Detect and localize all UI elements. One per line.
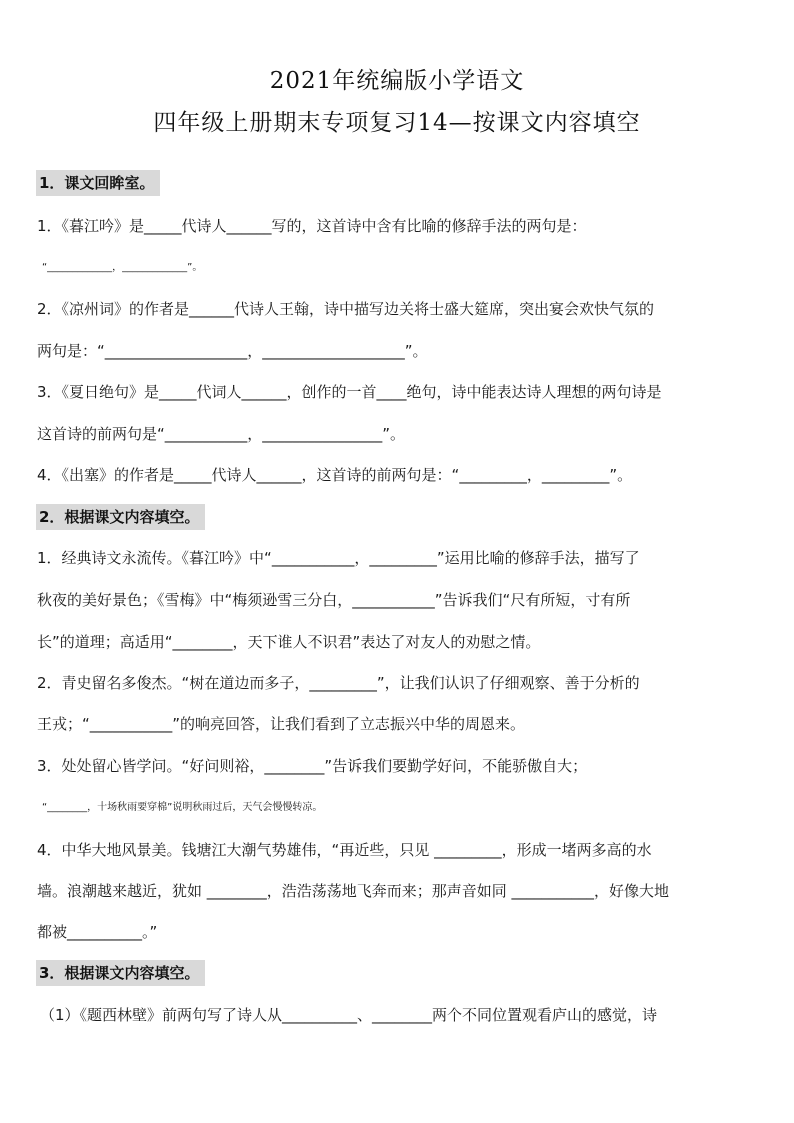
section-1-header: 1．课文回眸室。: [36, 170, 160, 196]
section-2-line-8: 4．中华大地风景美。钱塘江大潮气势雄伟，“再近些，只见 _________，形成一堵两多高的水: [37, 841, 652, 859]
section-2-line-2: 秋夜的美好景色；《雪梅》中“梅须逊雪三分白，___________”告诉我们“尺有所短，寸有所: [37, 591, 631, 609]
section-1-line-4: 两句是：“___________________，___________________”。: [37, 342, 428, 360]
section-2-line-1: 1．经典诗文永流传。《暮江吟》中“___________，_________”运用比喻的修辞手法，描写了: [37, 549, 640, 567]
section-2-line-10: 都被__________。”: [37, 923, 158, 941]
section-2-line-5: 王戎；“___________”的响亮回答，让我们看到了立志振兴中华的周恩来。: [37, 715, 526, 733]
section-2-line-6: 3．处处留心皆学问。“好问则裕，________”告诉我们要勤学好问，不能骄傲自大；: [37, 757, 588, 775]
section-1-line-6: 这首诗的前两句是“___________，________________”。: [37, 425, 406, 443]
section-2-line-7: “________，十场秋雨要穿棉”说明秋雨过后，天气会慢慢转凉。: [42, 802, 323, 813]
section-1-line-3: 2．《凉州词》的作者是______代诗人王翰，诗中描写边关将士盛大筵席，突出宴会欢快气氛的: [37, 300, 655, 318]
section-2-line-3: 长”的道理；高适用“________，天下谁人不识君”表达了对友人的劝慰之情。: [37, 633, 541, 651]
section-1-line-7: 4．《出塞》的作者是_____代诗人______，这首诗的前两句是：“_________，_________”。: [37, 466, 633, 484]
document-title-line-2: 四年级上册期末专项复习14—按课文内容填空: [153, 110, 641, 136]
section-2-line-4: 2．青史留名多俊杰。“树在道边而多子，_________”，让我们认识了仔细观察、善于分析的: [37, 674, 640, 692]
section-3-header: 3．根据课文内容填空。: [36, 960, 205, 986]
section-2-header: 2．根据课文内容填空。: [36, 504, 205, 530]
document-title-line-1: 2021年统编版小学语文: [269, 68, 525, 94]
section-1-line-2: “_____________，_____________”。: [42, 262, 203, 273]
section-1-line-5: 3．《夏日绝句》是_____代词人______，创作的一首____绝句，诗中能表达诗人理想的两句诗是: [37, 383, 662, 401]
section-2-line-9: 墙。浪潮越来越近，犹如 ________，浩浩荡荡地飞奔而来；那声音如同 ___________，好像大地: [37, 882, 670, 900]
section-3-line-1: （1）《题西林壁》前两句写了诗人从__________、________两个不同位置观看庐山的感觉，诗: [40, 1006, 658, 1024]
section-1-line-1: 1．《暮江吟》是_____代诗人______写的，这首诗中含有比喻的修辞手法的两句是：: [37, 217, 587, 235]
